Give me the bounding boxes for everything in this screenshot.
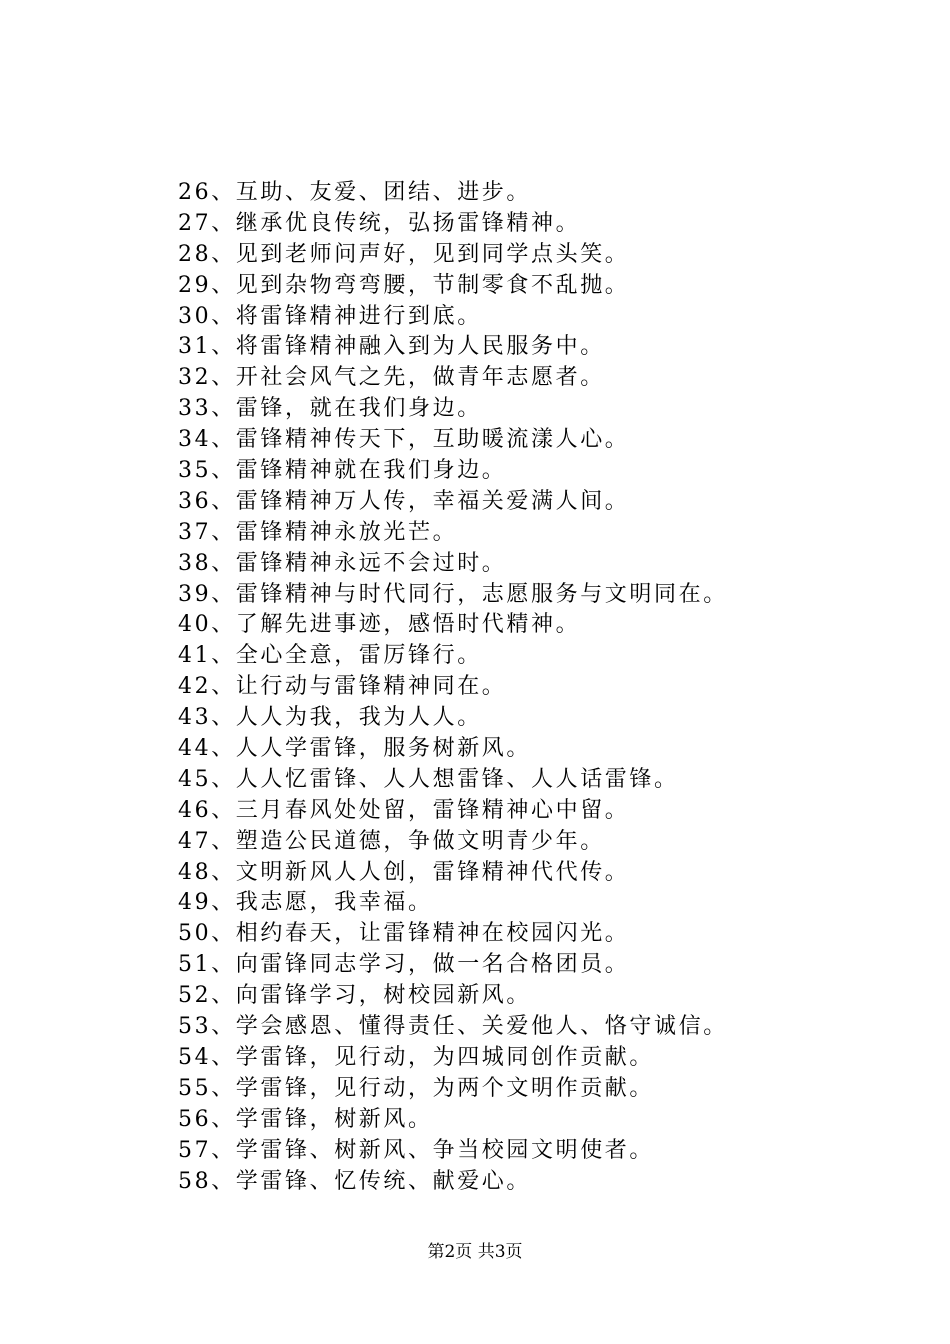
slogan-line: 31、将雷锋精神融入到为人民服务中。 — [178, 334, 605, 360]
slogan-line: 39、雷锋精神与时代同行，志愿服务与文明同在。 — [178, 581, 728, 607]
slogan-line: 49、我志愿，我幸福。 — [178, 890, 433, 916]
slogan-line: 56、学雷锋，树新风。 — [178, 1106, 433, 1132]
slogan-line: 29、见到杂物弯弯腰，节制零食不乱抛。 — [178, 272, 630, 298]
slogan-line: 51、向雷锋同志学习，做一名合格团员。 — [178, 952, 630, 978]
slogan-line: 33、雷锋，就在我们身边。 — [178, 396, 482, 422]
slogan-line: 37、雷锋精神永放光芒。 — [178, 519, 458, 545]
slogan-list — [178, 178, 878, 1197]
slogan-line: 45、人人忆雷锋、人人想雷锋、人人话雷锋。 — [178, 766, 679, 792]
slogan-line: 47、塑造公民道德，争做文明青少年。 — [178, 828, 605, 854]
slogan-line: 28、见到老师问声好，见到同学点头笑。 — [178, 241, 630, 267]
slogan-line: 44、人人学雷锋，服务树新风。 — [178, 736, 531, 762]
slogan-line: 55、学雷锋，见行动，为两个文明作贡献。 — [178, 1075, 654, 1101]
slogan-line: 54、学雷锋，见行动，为四城同创作贡献。 — [178, 1044, 654, 1070]
slogan-line: 26、互助、友爱、团结、进步。 — [178, 180, 531, 205]
slogan-line: 50、相约春天，让雷锋精神在校园闪光。 — [178, 921, 630, 947]
slogan-line: 32、开社会风气之先，做青年志愿者。 — [178, 365, 605, 391]
slogan-line: 57、学雷锋、树新风、争当校园文明使者。 — [178, 1137, 654, 1163]
slogan-line: 36、雷锋精神万人传，幸福关爱满人间。 — [178, 488, 630, 514]
slogan-line: 42、让行动与雷锋精神同在。 — [178, 674, 507, 700]
slogan-line: 34、雷锋精神传天下，互助暖流漾人心。 — [178, 427, 630, 453]
slogan-line: 38、雷锋精神永远不会过时。 — [178, 550, 507, 576]
slogan-line: 53、学会感恩、懂得责任、关爱他人、恪守诚信。 — [178, 1014, 728, 1040]
page-footer: 第2页 共3页 — [427, 1242, 523, 1262]
slogan-line: 46、三月春风处处留，雷锋精神心中留。 — [178, 797, 630, 823]
slogan-line: 52、向雷锋学习，树校园新风。 — [178, 983, 531, 1009]
slogan-line: 48、文明新风人人创，雷锋精神代代传。 — [178, 859, 630, 885]
slogan-line: 30、将雷锋精神进行到底。 — [178, 303, 482, 329]
slogan-line: 58、学雷锋、忆传统、献爱心。 — [178, 1168, 531, 1194]
slogan-line: 40、了解先进事迹，感悟时代精神。 — [178, 612, 581, 638]
slogan-line: 35、雷锋精神就在我们身边。 — [178, 458, 507, 484]
slogan-line: 41、全心全意，雷厉锋行。 — [178, 643, 482, 669]
slogan-line: 43、人人为我，我为人人。 — [178, 705, 482, 731]
slogan-line: 27、继承优良传统，弘扬雷锋精神。 — [178, 210, 581, 236]
